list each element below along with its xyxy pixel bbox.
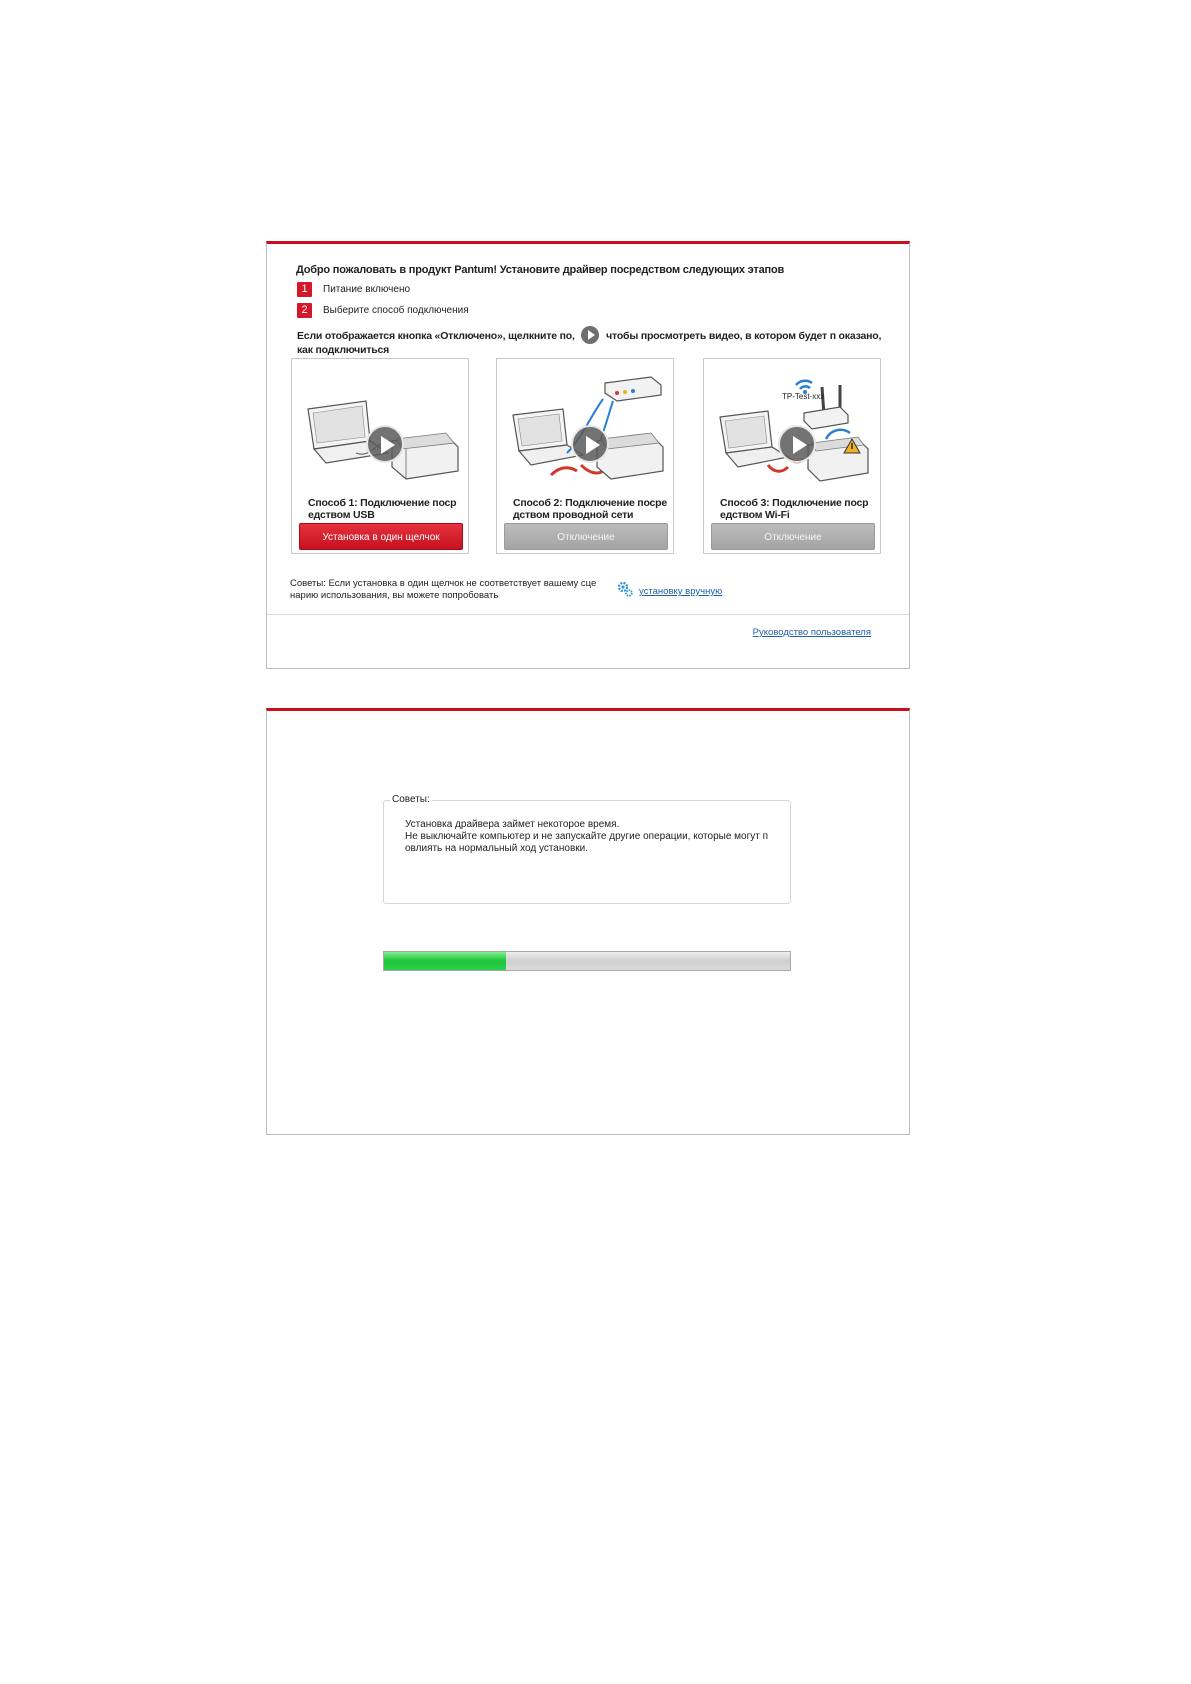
tips-groupbox <box>383 794 791 904</box>
notice-text-after: чтобы просмотреть видео, в котором будет п оказано, как подключиться <box>297 330 882 356</box>
progress-fill <box>384 952 506 970</box>
notice-text-before: Если отображается кнопка «Отключено», щелкните по, <box>297 330 575 342</box>
tips-line-1: Установка драйвера займет некоторое время. <box>405 819 620 830</box>
divider <box>267 614 909 615</box>
user-guide-link[interactable]: Руководство пользователя <box>752 627 871 638</box>
step-label-1: Питание включено <box>323 284 411 295</box>
one-click-install-button[interactable]: Установка в один щелчок <box>299 523 463 550</box>
welcome-heading: Добро пожаловать в продукт Pantum! Установите драйвер посредством следующих этапов <box>296 264 785 276</box>
video-notice <box>297 326 887 356</box>
step-2 <box>297 303 469 318</box>
card-title-usb: Способ 1: Подключение поср едством USB <box>308 497 457 521</box>
card-usb <box>291 358 469 554</box>
play-video-usb[interactable] <box>366 425 404 463</box>
card-title-wifi: Способ 3: Подключение поср едством Wi-Fi <box>720 497 869 521</box>
card-wired <box>496 358 674 554</box>
card-wifi <box>703 358 881 554</box>
gear-icon <box>617 581 633 597</box>
tips-line-2: Не выключайте компьютер и не запускайте другие операции, которые могут п овлиять на нормальный ход установки. <box>405 831 769 854</box>
installer-window <box>266 241 910 669</box>
wired-disconnected-button[interactable]: Отключение <box>504 523 668 550</box>
tips-legend: Советы: <box>392 794 430 805</box>
step-label-2: Выберите способ подключения <box>323 305 469 316</box>
step-1 <box>297 282 410 297</box>
router-ssid-label: TP-Test-xxx <box>782 392 825 401</box>
wifi-disconnected-button[interactable]: Отключение <box>711 523 875 550</box>
play-video-wired[interactable] <box>571 425 609 463</box>
install-progress-bar <box>383 951 791 971</box>
install-progress-window <box>266 708 910 1135</box>
card-title-wired: Способ 2: Подключение посре дством проводной сети <box>513 497 668 521</box>
tips-text: Советы: Если установка в один щелчок не соответствует вашему сце нарию использования, вы можете попробовать <box>290 578 597 601</box>
play-icon <box>581 326 599 344</box>
step-number-1: 1 <box>297 282 312 297</box>
play-video-wifi[interactable] <box>778 425 816 463</box>
step-number-2: 2 <box>297 303 312 318</box>
manual-install-link[interactable]: установку вручную <box>639 586 723 597</box>
